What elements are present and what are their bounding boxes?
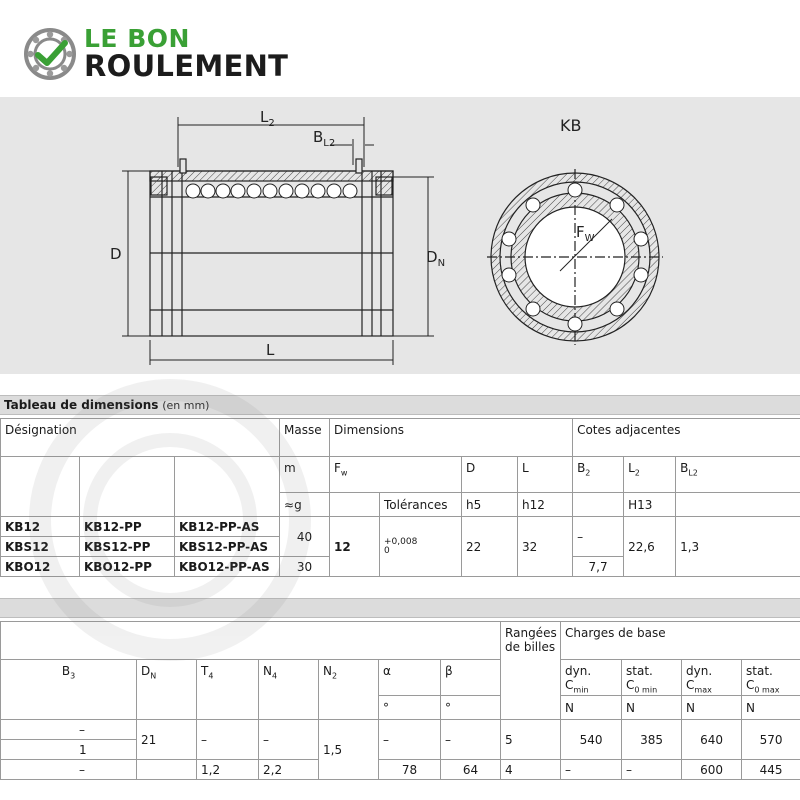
designation-kb-pp-as: KB12-PP-AS — [175, 517, 280, 537]
bl2-value: 1,3 — [676, 517, 800, 577]
fw-value: 12 — [330, 517, 380, 577]
label-dn: $D_N$ — [426, 248, 446, 269]
designation-kb: KB12 — [1, 517, 80, 537]
nombre-c: 4 — [501, 760, 561, 780]
h-dn: $D_N$ — [137, 660, 197, 720]
alpha-c: 78 — [379, 760, 441, 780]
h-bl2: $B_{L2}$ — [676, 457, 800, 493]
h-h13: H13 — [624, 493, 676, 517]
label-l: L — [266, 341, 275, 359]
h-beta-unit: ° — [441, 696, 501, 720]
designation-kbs-pp-as: KBS12-PP-AS — [175, 537, 280, 557]
cmin-c: – — [561, 760, 622, 780]
bearing-drawing-svg — [0, 97, 800, 374]
designation-kbo: KBO12 — [1, 557, 80, 577]
label-bl2: $B_{L2}$ — [313, 128, 336, 149]
designation-kbo-pp: KBO12-PP — [80, 557, 175, 577]
masse-c: 30 — [280, 557, 330, 577]
ball-row — [186, 184, 357, 198]
l2-value: 22,6 — [624, 517, 676, 577]
h-designation: Désignation — [1, 419, 280, 457]
h-h5: h5 — [462, 493, 518, 517]
label-fw: $F_W$ — [576, 223, 595, 244]
cmax-ab: 640 — [682, 720, 742, 760]
h-alpha-unit: ° — [379, 696, 441, 720]
h-masse: Masse — [280, 419, 330, 457]
cmax-c: 600 — [682, 760, 742, 780]
label-l2: $L_2$ — [260, 108, 275, 129]
h-dimensions: Dimensions — [330, 419, 573, 457]
h-stat-max: stat. $C_{0 max}$ — [742, 660, 800, 696]
logo-line2: ROULEMENT — [84, 49, 289, 83]
l-value: 32 — [518, 517, 573, 577]
alpha-ab: – — [379, 720, 441, 760]
bearing-check-icon — [24, 28, 76, 80]
h-n-unit-1: N — [561, 696, 622, 720]
b3-a: – — [1, 720, 137, 740]
h-l2: $L_2$ — [624, 457, 676, 493]
technical-drawing — [0, 97, 800, 374]
table1-title: Tableau de dimensions — [4, 398, 159, 412]
h-n2: $N_2$ — [319, 660, 379, 720]
h-cotes: Cotes adjacentes — [573, 419, 800, 457]
b3-b: 1 — [1, 740, 137, 760]
t4-c: 1,2 — [197, 760, 259, 780]
h-d: D — [462, 457, 518, 493]
masse-ab: 40 — [280, 517, 330, 557]
cmin-ab: 540 — [561, 720, 622, 760]
h-m: m — [280, 457, 330, 493]
h-b3: $B_3$ — [1, 660, 137, 720]
table-row — [1, 517, 800, 537]
n4-ab: – — [259, 720, 319, 760]
characteristics-table — [0, 621, 800, 780]
beta-c: 64 — [441, 760, 501, 780]
h-tolerances: Tolérances — [380, 493, 462, 517]
h-b2: $B_2$ — [573, 457, 624, 493]
n2-value: 1,5 — [319, 720, 379, 780]
h-n4: $N_4$ — [259, 660, 319, 720]
h-h12: h12 — [518, 493, 573, 517]
dimensions-table — [0, 418, 800, 577]
c0max-c: 445 — [742, 760, 800, 780]
table-row — [1, 720, 800, 740]
d-value: 22 — [462, 517, 518, 577]
b2-c: 7,7 — [573, 557, 624, 577]
h-charges: Charges de base — [561, 622, 800, 660]
h-stat-min: stat. $C_{0 min}$ — [622, 660, 682, 696]
tolerance-value: +0,008 0 — [380, 517, 462, 577]
header — [0, 0, 800, 97]
table-row — [1, 760, 800, 780]
h-n-unit-3: N — [682, 696, 742, 720]
h-n-unit-4: N — [742, 696, 800, 720]
logo-line1: LE BON — [84, 24, 190, 53]
b3-c: – — [1, 760, 137, 780]
h-fw: $F_w$ — [330, 457, 462, 493]
h-dyn-max: dyn. $C_{max}$ — [682, 660, 742, 696]
h-l: L — [518, 457, 573, 493]
n4-c: 2,2 — [259, 760, 319, 780]
designation-kb-pp: KB12-PP — [80, 517, 175, 537]
logo-wordmark — [84, 26, 288, 81]
beta-ab: – — [441, 720, 501, 760]
label-d: D — [110, 245, 122, 263]
designation-kbs-pp: KBS12-PP — [80, 537, 175, 557]
h-rangees: Rangées de billes — [501, 622, 561, 720]
h-t4: $T_4$ — [197, 660, 259, 720]
designation-kbs: KBS12 — [1, 537, 80, 557]
h-dyn-min: dyn. $C_{min}$ — [561, 660, 622, 696]
h-alpha: α — [379, 660, 441, 696]
c0max-ab: 570 — [742, 720, 800, 760]
c0min-ab: 385 — [622, 720, 682, 760]
h-n-unit-2: N — [622, 696, 682, 720]
label-kb: KB — [560, 116, 582, 135]
designation-kbo-pp-as: KBO12-PP-AS — [175, 557, 280, 577]
h-beta: β — [441, 660, 501, 696]
b2-ab: – — [573, 517, 624, 557]
table1-unit: (en mm) — [162, 399, 210, 412]
table1-title-bar — [0, 395, 800, 415]
dn-value: 21 — [137, 720, 197, 760]
table2-title-bar — [0, 598, 800, 618]
h-approx-g: ≈g — [280, 493, 330, 517]
nombre-ab: 5 — [501, 720, 561, 760]
t4-ab: – — [197, 720, 259, 760]
c0min-c: – — [622, 760, 682, 780]
